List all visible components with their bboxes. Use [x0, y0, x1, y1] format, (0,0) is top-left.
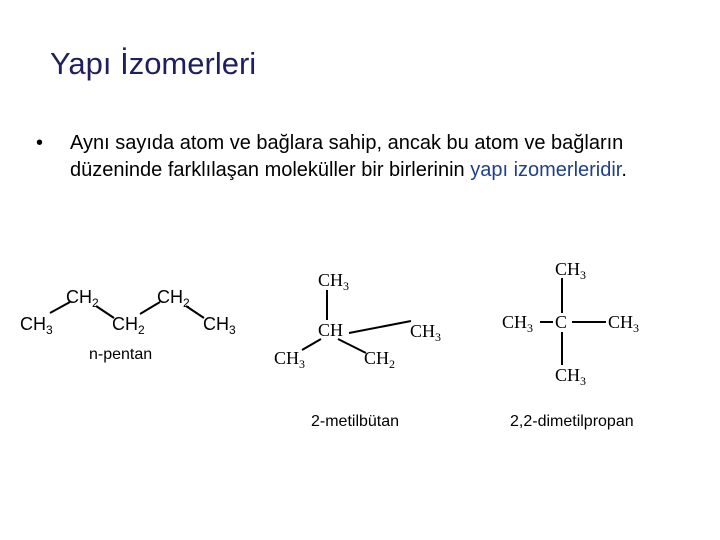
group-ch3-left: $CH_3$ — [20, 314, 53, 337]
molecule-2-2-dimetilpropan — [502, 259, 639, 430]
bond — [302, 339, 321, 350]
group-ch2-top-left: $CH_2$ — [66, 287, 99, 310]
group-ch3-right: $CH_3$ — [608, 312, 640, 335]
group-ch3-right: $CH_3$ — [410, 321, 442, 344]
group-ch3-top: $CH_3$ — [318, 270, 350, 293]
group-ch3-left: $CH_3$ — [274, 348, 306, 371]
molecule-2-metilbutan — [274, 270, 441, 430]
molecule-name-label: 2-metilbütan — [311, 413, 400, 430]
bullet-text-main: Aynı sayıda atom ve bağlara sahip, ancak bu atom ve bağların düzeninde farklılaşan moleküller bir birlerinin — [70, 132, 624, 181]
group-ch2-top-right: $CH_2$ — [157, 287, 190, 310]
group-ch2-bottom: $CH_2$ — [364, 348, 396, 371]
group-ch2-middle: $CH_2$ — [112, 314, 145, 337]
group-ch3-bottom: $CH_3$ — [555, 365, 587, 388]
bullet-text-end: . — [621, 159, 627, 181]
bullet-highlight-term: yapı izomerleridir — [470, 159, 622, 181]
molecule-name-label: n-pentan — [89, 346, 153, 363]
group-ch3-left: $CH_3$ — [502, 312, 534, 335]
bond — [349, 321, 411, 333]
group-c-center: C — [555, 312, 568, 332]
group-ch3-right: $CH_3$ — [203, 314, 236, 337]
molecule-n-pentan — [20, 287, 236, 363]
slide-title: Yapı İzomerleri — [50, 46, 257, 81]
group-ch3-top: $CH_3$ — [555, 259, 587, 282]
group-ch-center: CH — [318, 320, 344, 340]
molecule-name-label: 2,2-dimetilpropan — [510, 413, 634, 430]
bullet-marker: • — [36, 132, 44, 154]
bond — [338, 339, 366, 353]
